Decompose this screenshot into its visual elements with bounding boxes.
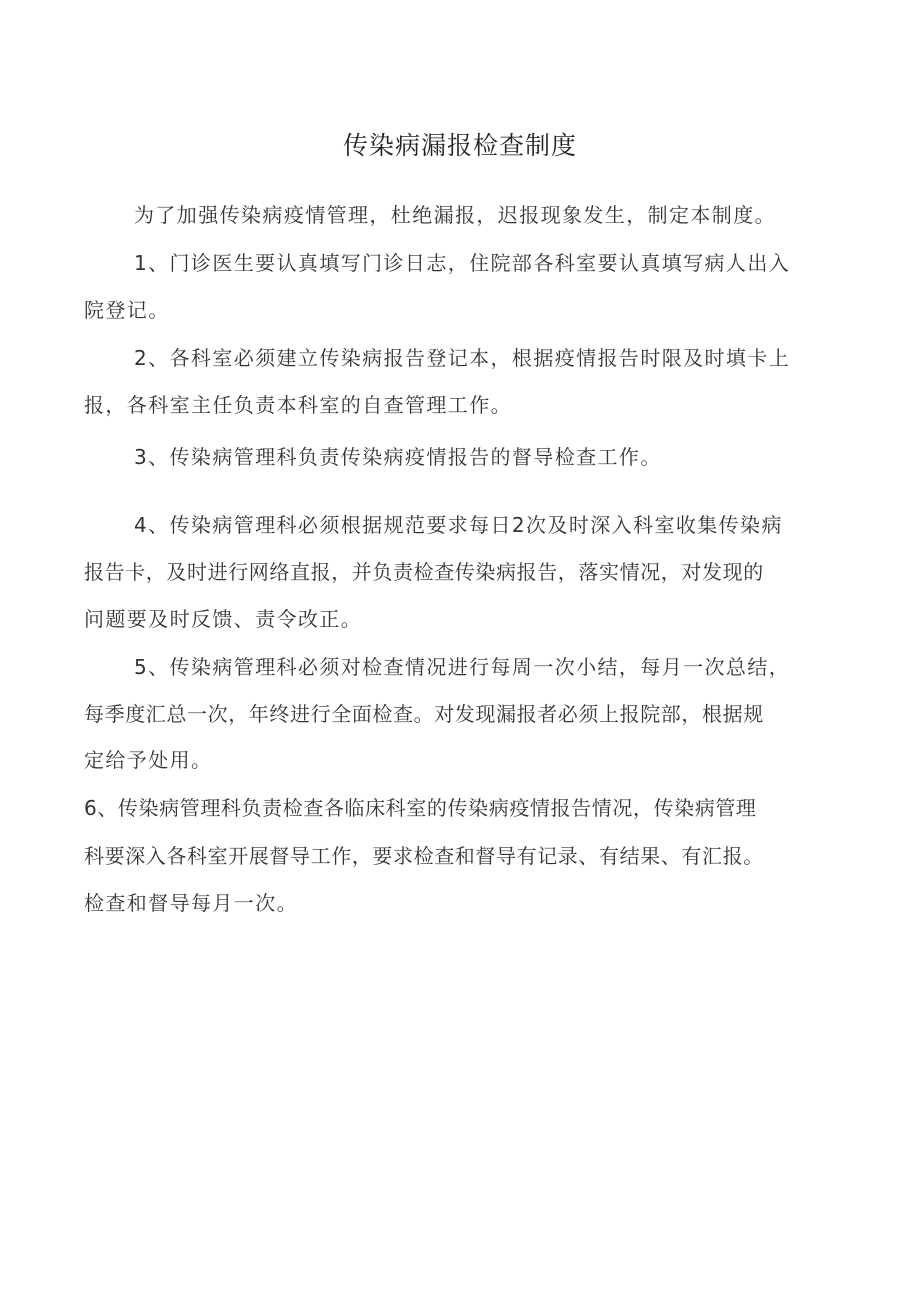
- intro-line: 为了加强传染病疫情管理，杜绝漏报，迟报现象发生，制定本制度。: [134, 203, 776, 227]
- item-6-line-1: 6、传染病管理科负责检查各临床科室的传染病疫情报告情况，传染病管理: [84, 796, 757, 820]
- item-5-line-3: 定给予处用。: [84, 748, 213, 772]
- item-4-line-1: 4、传染病管理科必须根据规范要求每日2次及时深入科室收集传染病: [134, 513, 783, 537]
- item-3-line-1: 3、传染病管理科负责传染病疫情报告的督导检查工作。: [134, 445, 662, 469]
- document-title: 传染病漏报检查制度: [342, 131, 577, 160]
- item-2-line-1: 2、各科室必须建立传染病报告登记本，根据疫情报告时限及时填卡上: [134, 346, 791, 370]
- item-4-line-3: 问题要及时反馈、责令改正。: [84, 607, 363, 631]
- item-1-line-1: 1、门诊医生要认真填写门诊日志，住院部各科室要认真填写病人出入: [134, 251, 791, 275]
- item-2-line-2: 报，各科室主任负责本科室的自查管理工作。: [84, 393, 512, 417]
- item-4-line-2: 报告卡，及时进行网络直报，并负责检查传染病报告，落实情况，对发现的: [84, 560, 764, 584]
- item-6-line-3: 检查和督导每月一次。: [84, 891, 298, 915]
- item-6-line-2: 科要深入各科室开展督导工作，要求检查和督导有记录、有结果、有汇报。: [84, 844, 764, 868]
- item-5-line-2: 每季度汇总一次，年终进行全面检查。对发现漏报者必须上报院部，根据规: [84, 702, 764, 726]
- item-1-line-2: 院登记。: [84, 298, 170, 322]
- item-5-line-1: 5、传染病管理科必须对检查情况进行每周一次小结，每月一次总结，: [134, 655, 791, 679]
